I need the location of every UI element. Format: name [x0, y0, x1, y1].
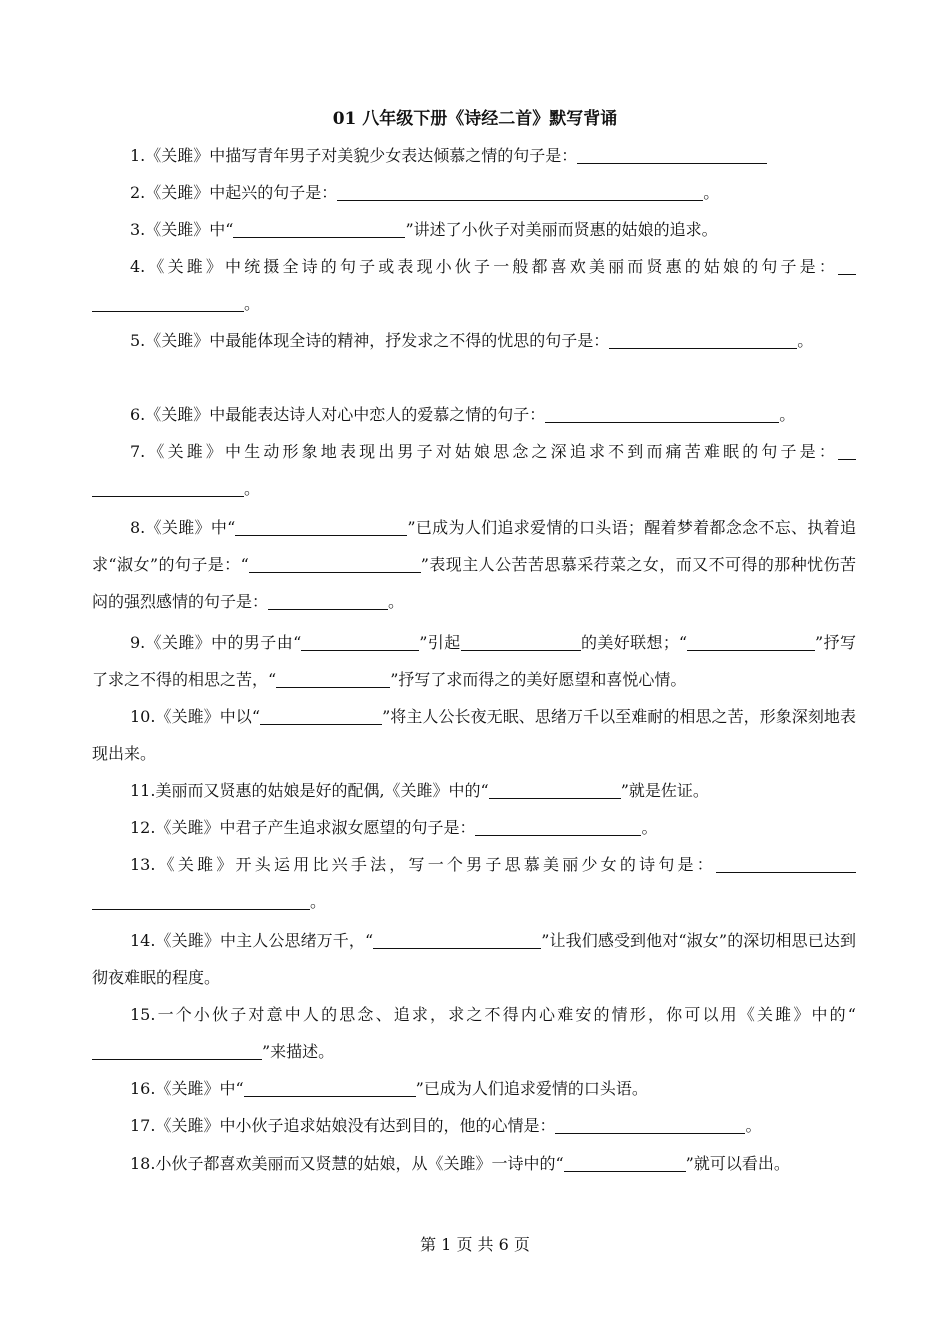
question-text: 17.《关雎》中小伙子追求姑娘没有达到目的，他的心情是：: [130, 1116, 556, 1135]
question-text: ”将主人公长夜无眠、思绪万千以至难耐的相思之苦，形象深刻地表现出来。: [92, 707, 856, 763]
question-text: 5.《关雎》中最能体现全诗的精神，抒发求之不得的忧思的句子是：: [130, 331, 610, 350]
question-text: 。: [797, 331, 814, 350]
answer-blank[interactable]: [337, 180, 703, 201]
question-12: [92, 809, 856, 846]
answer-blank[interactable]: [461, 630, 581, 651]
question-text: 12.《关雎》中君子产生追求淑女愿望的句子是：: [130, 818, 476, 837]
question-text: 。: [244, 294, 261, 313]
question-text: 14.《关雎》中主人公思绪万千，“: [130, 931, 374, 950]
question-2: [92, 174, 856, 211]
question-text: 。: [745, 1116, 762, 1135]
question-text: 11.美丽而又贤惠的姑娘是好的配偶,《关雎》中的“: [130, 781, 489, 800]
answer-blank[interactable]: [244, 1076, 416, 1097]
question-15: [92, 996, 856, 1070]
question-text: 6.《关雎》中最能表达诗人对心中恋人的爱慕之情的句子：: [130, 405, 546, 424]
question-8: [92, 509, 856, 620]
answer-blank[interactable]: [260, 704, 382, 725]
answer-blank[interactable]: [687, 630, 779, 651]
question-18: [92, 1145, 856, 1182]
question-16: [92, 1070, 856, 1107]
answer-blank[interactable]: [838, 254, 856, 275]
question-10: [92, 698, 856, 772]
question-text: ”来描述。: [262, 1042, 335, 1061]
question-text: 。: [388, 592, 405, 611]
question-text: 9.《关雎》中的男子由“: [130, 633, 302, 652]
question-text: 。: [779, 405, 796, 424]
answer-blank[interactable]: [92, 476, 244, 497]
question-13: [92, 846, 856, 920]
question-text: 10.《关雎》中以“: [130, 707, 261, 726]
answer-blank[interactable]: [92, 889, 310, 910]
question-text: 1.《关雎》中描写青年男子对美貌少女表达倾慕之情的句子是：: [130, 146, 578, 165]
question-text: 15.一个小伙子对意中人的思念、追求，求之不得内心难安的情形，你可以用《关雎》中的“: [130, 1005, 856, 1024]
question-text: 13.《关雎》开头运用比兴手法，写一个男子思慕美丽少女的诗句是：: [130, 855, 716, 874]
question-11: [92, 772, 856, 809]
page-footer: 第 1 页 共 6 页: [420, 1235, 530, 1254]
question-text: 。: [703, 183, 720, 202]
question-text: ”已成为人们追求爱情的口头语。: [415, 1079, 648, 1098]
question-text: 4.《关雎》中统摄全诗的句子或表现小伙子一般都喜欢美丽而贤惠的姑娘的句子是：: [130, 257, 838, 276]
question-text: 7.《关雎》中生动形象地表现出男子对姑娘思念之深追求不到而痛苦难眠的句子是：: [130, 442, 838, 461]
question-text: ”引起: [419, 633, 461, 652]
question-text: 16.《关雎》中“: [130, 1079, 244, 1098]
question-text: 。: [641, 818, 658, 837]
question-9: [92, 624, 856, 698]
question-text: 8.《关雎》中“: [130, 518, 236, 537]
question-17: [92, 1107, 856, 1144]
answer-blank[interactable]: [779, 630, 815, 651]
question-text: ”抒写了求之不得的相思之苦，“: [92, 633, 856, 689]
answer-blank[interactable]: [489, 778, 621, 799]
question-text: ”就是佐证。: [620, 781, 709, 800]
question-text: 3.《关雎》中“: [130, 220, 234, 239]
question-text: 。: [310, 892, 327, 911]
question-6: [92, 396, 856, 433]
question-text: 。: [244, 479, 261, 498]
question-text: ”让我们感受到他对“淑女”的深切相思已达到彻夜难眠的程度。: [92, 931, 856, 987]
question-text: ”表现主人公苦苦思慕采荇菜之女，而又不可得的那种忧伤苦闷的强烈感情的句子是：: [92, 555, 856, 611]
question-text: 18.小伙子都喜欢美丽而又贤慧的姑娘，从《关雎》一诗中的“: [130, 1154, 564, 1173]
question-4: [92, 248, 856, 322]
answer-blank[interactable]: [838, 439, 856, 460]
page-title: 01 八年级下册《诗经二首》默写背诵: [332, 109, 618, 129]
question-text: ”就可以看出。: [685, 1154, 790, 1173]
answer-blank[interactable]: [233, 217, 405, 238]
answer-blank[interactable]: [373, 928, 541, 949]
answer-blank[interactable]: [609, 328, 761, 349]
answer-blank[interactable]: [761, 328, 797, 349]
question-text: 的美好联想；“: [580, 633, 688, 652]
answer-blank[interactable]: [92, 1039, 262, 1060]
question-14: [92, 922, 856, 996]
question-3: [92, 211, 856, 248]
question-text: ”抒写了求而得之的美好愿望和喜悦心情。: [390, 670, 687, 689]
answer-blank[interactable]: [235, 515, 407, 536]
question-text: 2.《关雎》中起兴的句子是：: [130, 183, 338, 202]
answer-blank[interactable]: [555, 1113, 745, 1134]
answer-blank[interactable]: [249, 552, 421, 573]
question-5: [92, 322, 856, 359]
answer-blank[interactable]: [716, 852, 856, 873]
answer-blank[interactable]: [564, 1151, 686, 1172]
answer-blank[interactable]: [276, 667, 390, 688]
answer-blank[interactable]: [475, 815, 641, 836]
question-1: [92, 137, 856, 174]
question-text: ”讲述了小伙子对美丽而贤惠的姑娘的追求。: [405, 220, 718, 239]
answer-blank[interactable]: [92, 291, 244, 312]
answer-blank[interactable]: [545, 402, 779, 423]
answer-blank[interactable]: [268, 589, 388, 610]
question-7: [92, 433, 856, 507]
question-text: ”已成为人们追求爱情的口头语；醒着梦着都念念不忘、执着追求“淑女”的句子是：“: [92, 518, 857, 574]
answer-blank[interactable]: [577, 143, 767, 164]
answer-blank[interactable]: [301, 630, 419, 651]
